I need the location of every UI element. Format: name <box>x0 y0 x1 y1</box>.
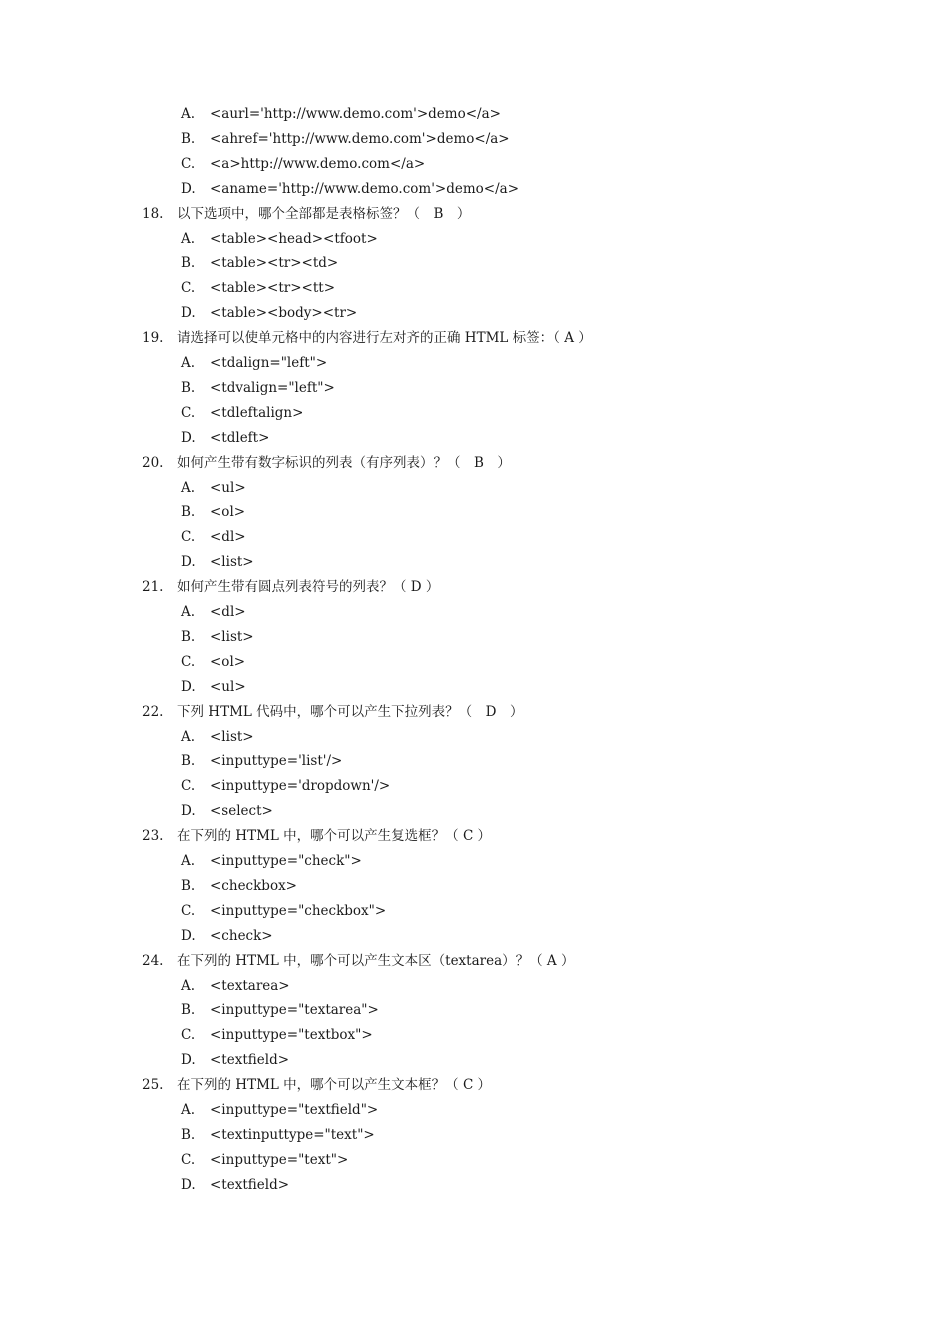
option-text: <ul> <box>210 678 246 695</box>
question-line <box>142 824 491 849</box>
option-letter: A. <box>181 479 196 496</box>
question-line <box>142 202 470 227</box>
option-letter: A. <box>181 977 196 994</box>
option-letter: B. <box>181 1002 196 1019</box>
option-line <box>181 376 335 401</box>
option-line <box>181 924 273 949</box>
option-letter: D. <box>181 554 196 571</box>
option-line <box>181 227 378 252</box>
option-line <box>181 401 303 426</box>
option-letter: C. <box>181 653 196 670</box>
option-text: <table><head><tfoot> <box>210 230 378 247</box>
option-line <box>181 625 254 650</box>
option-line <box>181 476 246 501</box>
question-number: 24. <box>142 952 164 969</box>
option-letter: B. <box>181 753 196 770</box>
option-line <box>181 650 245 675</box>
option-text: <inputtype='dropdown'/> <box>210 778 391 795</box>
option-letter: A. <box>181 604 196 620</box>
option-letter: D. <box>181 429 196 446</box>
option-text: <ahref='http://www.demo.com'>demo</a> <box>210 130 510 147</box>
option-letter: D. <box>181 180 196 197</box>
question-line <box>142 1073 491 1098</box>
question-line <box>142 575 439 600</box>
option-text: <list> <box>210 728 254 745</box>
option-letter: D. <box>181 678 196 695</box>
question-line <box>142 451 511 476</box>
option-line <box>181 500 245 525</box>
option-text: <checkbox> <box>210 877 297 894</box>
option-letter: C. <box>181 1027 196 1044</box>
question-text: 请选择可以使单元格中的内容进行左对齐的正确 HTML 标签：（ A ） <box>177 330 592 347</box>
question-number: 19. <box>142 330 164 347</box>
option-line <box>181 1173 289 1198</box>
option-text: <tdleftalign> <box>210 404 304 421</box>
question-number: 23. <box>142 828 164 845</box>
option-letter: B. <box>181 255 196 272</box>
option-letter: A. <box>181 106 196 122</box>
option-text: <table><body><tr> <box>210 305 358 322</box>
option-text: <ul> <box>210 479 246 496</box>
option-line <box>181 301 357 326</box>
option-letter: B. <box>181 504 196 521</box>
question-text: 以下选项中，哪个全部都是表格标签？（ B ） <box>177 205 471 222</box>
option-line <box>181 998 379 1023</box>
option-line <box>181 749 342 774</box>
question-number: 20. <box>142 454 164 471</box>
option-letter: B. <box>181 379 196 396</box>
option-text: <check> <box>210 927 273 944</box>
option-line <box>181 351 327 376</box>
option-text: <inputtype="textfield"> <box>210 1102 379 1118</box>
option-text: <textarea> <box>210 977 290 994</box>
option-text: <textfield> <box>210 1052 290 1069</box>
option-text: <inputtype="text"> <box>210 1151 349 1168</box>
option-letter: A. <box>181 853 196 869</box>
option-text: <tdleft> <box>210 429 270 446</box>
option-line <box>181 152 425 177</box>
option-line <box>181 849 362 874</box>
option-text: <textinputtype="text"> <box>210 1126 375 1143</box>
option-text: <inputtype="check"> <box>210 853 362 869</box>
option-letter: B. <box>181 628 196 645</box>
option-text: <select> <box>210 803 273 820</box>
question-text: 如何产生带有圆点列表符号的列表？（ D ） <box>177 579 440 596</box>
option-letter: B. <box>181 877 196 894</box>
option-line <box>181 874 297 899</box>
option-text: <dl> <box>210 529 246 546</box>
option-letter: A. <box>181 728 196 745</box>
option-letter: C. <box>181 155 196 172</box>
option-line <box>181 1148 348 1173</box>
option-text: <list> <box>210 628 254 645</box>
option-text: <textfield> <box>210 1176 290 1193</box>
option-text: <inputtype='list'/> <box>210 753 343 770</box>
option-letter: D. <box>181 1176 196 1193</box>
option-letter: D. <box>181 305 196 322</box>
option-line <box>181 276 335 301</box>
option-line <box>181 899 386 924</box>
question-number: 22. <box>142 703 164 720</box>
option-text: <ol> <box>210 504 246 521</box>
option-line <box>181 177 519 202</box>
option-letter: D. <box>181 1052 196 1069</box>
option-line <box>181 725 254 750</box>
question-text: 在下列的 HTML 中，哪个可以产生文本区（textarea）？（ A ） <box>177 952 575 969</box>
option-letter: C. <box>181 529 196 546</box>
question-number: 21. <box>142 579 164 596</box>
option-line <box>181 1098 378 1123</box>
question-number: 18. <box>142 205 164 222</box>
question-text: 下列 HTML 代码中，哪个可以产生下拉列表？（ D ） <box>177 703 524 720</box>
option-letter: C. <box>181 778 196 795</box>
option-letter: D. <box>181 927 196 944</box>
option-letter: D. <box>181 803 196 820</box>
option-letter: C. <box>181 902 196 919</box>
option-text: <inputtype="textbox"> <box>210 1027 373 1044</box>
option-line <box>181 1048 289 1073</box>
option-letter: A. <box>181 1102 196 1118</box>
question-number: 25. <box>142 1077 164 1094</box>
option-line <box>181 102 501 127</box>
option-letter: C. <box>181 404 196 421</box>
question-line <box>142 700 523 725</box>
option-text: <tdalign="left"> <box>210 355 328 371</box>
option-text: <a>http://www.demo.com</a> <box>210 155 426 172</box>
option-letter: B. <box>181 1126 196 1143</box>
option-line <box>181 600 246 625</box>
option-text: <inputtype="checkbox"> <box>210 902 387 919</box>
option-line <box>181 799 273 824</box>
question-line <box>142 326 592 351</box>
option-line <box>181 675 246 700</box>
option-line <box>181 774 390 799</box>
option-text: <inputtype="textarea"> <box>210 1002 379 1019</box>
option-text: <aurl='http://www.demo.com'>demo</a> <box>210 106 501 122</box>
question-line <box>142 949 574 974</box>
option-line <box>181 1023 373 1048</box>
option-line <box>181 1123 375 1148</box>
option-line <box>181 127 510 152</box>
question-text: 在下列的 HTML 中，哪个可以产生复选框？（ C ） <box>177 828 492 845</box>
option-text: <tdvalign="left"> <box>210 379 335 396</box>
option-letter: A. <box>181 355 196 371</box>
option-letter: C. <box>181 280 196 297</box>
option-letter: A. <box>181 230 196 247</box>
option-line <box>181 974 290 999</box>
option-text: <table><tr><td> <box>210 255 339 272</box>
option-text: <ol> <box>210 653 246 670</box>
option-line <box>181 525 246 550</box>
option-line <box>181 550 254 575</box>
option-letter: B. <box>181 130 196 147</box>
option-text: <dl> <box>210 604 246 620</box>
option-letter: C. <box>181 1151 196 1168</box>
option-text: <aname='http://www.demo.com'>demo</a> <box>210 180 520 197</box>
question-text: 在下列的 HTML 中，哪个可以产生文本框？（ C ） <box>177 1077 492 1094</box>
question-text: 如何产生带有数字标识的列表（有序列表）？（ B ） <box>177 454 511 471</box>
option-line <box>181 251 338 276</box>
option-text: <table><tr><tt> <box>210 280 336 297</box>
option-text: <list> <box>210 554 254 571</box>
option-line <box>181 426 269 451</box>
